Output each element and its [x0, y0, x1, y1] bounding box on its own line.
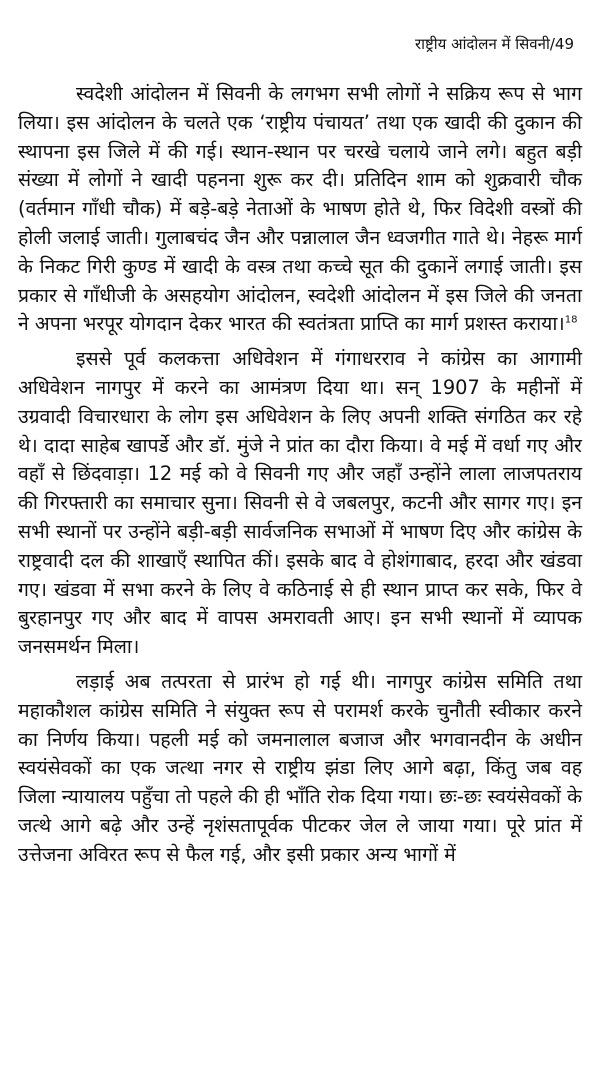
paragraph-text: स्वदेशी आंदोलन में सिवनी के लगभग सभी लोगों ने सक्रिय रूप से भाग लिया। इस आंदोलन के चलते एक ‘राष्ट्रीय पंचायत’ तथा एक खादी की दुकान की स्थापना इस जिले में की गई। स्थान-स्थान पर चरखे चलाये जाने लगे। बहुत बड़ी संख्या में लोगों ने खादी पहनना शुरू कर दी। प्रतिदिन शाम को शुक्रवारी चौक (वर्तमान गाँधी चौक) में बड़े-बड़े नेताओं के भाषण होते थे, फिर विदेशी वस्त्रों की होली जलाई जाती। गुलाबचंद जैन और पन्नालाल जैन ध्वजगीत गाते थे। नेहरू मार्ग के निकट गिरी कुण्ड में खादी के वस्त्र तथा कच्चे सूत की दुकानें लगाई जाती। इस प्रकार से गाँधीजी के असहयोग आंदोलन, स्वदेशी आंदोलन में इस जिले की जनता ने अपना भरपूर योगदान देकर भारत की स्वतंत्रता प्राप्ति का मार्ग प्रशस्त कराया।: [18, 82, 582, 336]
paragraph-flag-satyagraha: [18, 668, 582, 870]
footnote-marker: 18: [564, 314, 578, 326]
paragraph-text: इससे पूर्व कलकत्ता अधिवेशन में गंगाधरराव ने कांग्रेस का आगामी अधिवेशन नागपुर में करने का आमंत्रण दिया था। सन् 1907 के महीनों में उग्रवादी विचारधारा के लोग इस अधिवेशन के लिए अपनी शक्ति संगठित कर रहे थे। दादा साहेब खापर्डे और डॉ. मुंजे ने प्रांत का दौरा किया। वे मई में वर्धा गए और वहाँ से छिंदवाड़ा। 12 मई को वे सिवनी गए और जहाँ उन्होंने लाला लाजपतराय की गिरफ्तारी का समाचार सुना। सिवनी से वे जबलपुर, कटनी और सागर गए। इन सभी स्थानों पर उन्होंने बड़ी-बड़ी सार्वजनिक सभाओं में भाषण दिए और कांग्रेस के राष्ट्रवादी दल की शाखाएँ स्थापित कीं। इसके बाद वे होशंगाबाद, हरदा और खंडवा गए। खंडवा में सभा करने के लिए वे कठिनाई से ही स्थान प्राप्त कर सके, फिर वे बुरहानपुर गए और बाद में वापस अमरावती आए। इन सभी स्थानों में व्यापक जनसमर्थन मिला।: [18, 347, 582, 659]
paragraph-swadeshi-movement: [18, 80, 582, 339]
running-header: राष्ट्रीय आंदोलन में सिवनी/49: [414, 35, 574, 53]
paragraph-nagpur-session: [18, 345, 582, 662]
paragraph-text: लड़ाई अब तत्परता से प्रारंभ हो गई थी। नागपुर कांग्रेस समिति तथा महाकौशल कांग्रेस समिति ने संयुक्त रूप से परामर्श करके चुनौती स्वीकार करने का निर्णय किया। पहली मई को जमनालाल बजाज और भगवानदीन के अधीन स्वयंसेवकों का एक जत्था नगर से राष्ट्रीय झंडा लिए आगे बढ़ा, किंतु जब वह जिला न्यायालय पहुँचा तो पहले की ही भाँति रोक दिया गया। छः-छः स्वयंसेवकों के जत्थे आगे बढ़े और उन्हें नृशंसतापूर्वक पीटकर जेल ले जाया गया। पूरे प्रांत में उत्तेजना अविरत रूप से फैल गई, और इसी प्रकार अन्य भागों में: [18, 669, 582, 866]
body-text: [18, 80, 582, 870]
